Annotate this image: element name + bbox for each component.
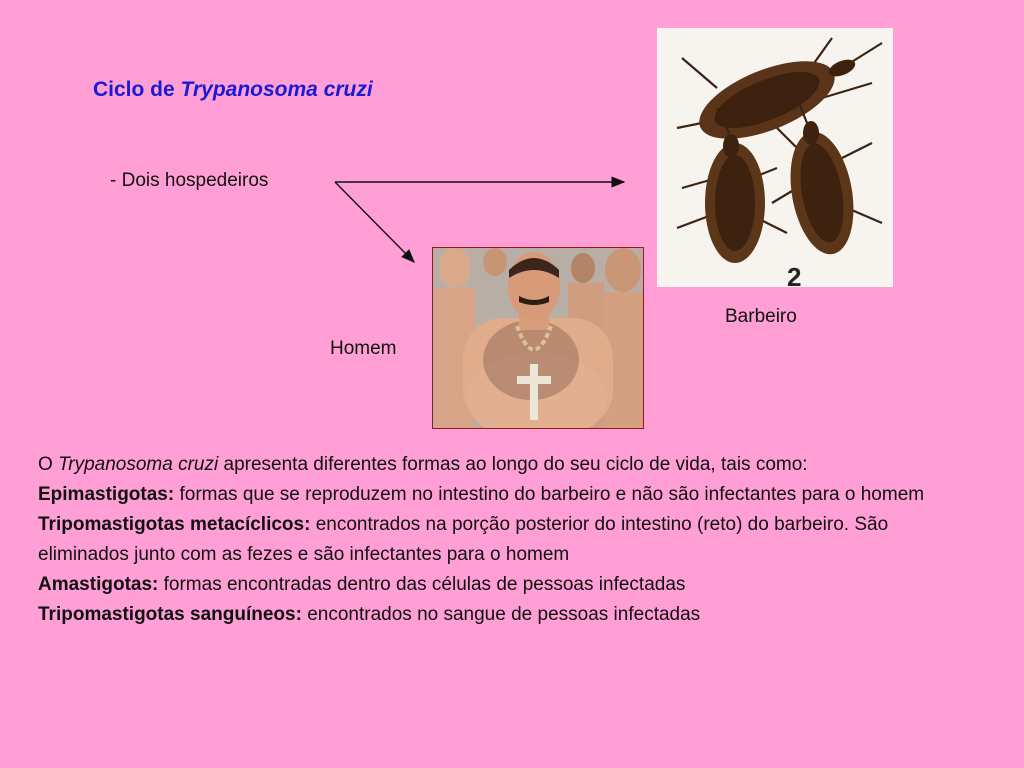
body-text (38, 450, 978, 630)
form-desc: formas que se reproduzem no intestino do barbeiro e não são infectantes para o homem (174, 484, 925, 505)
hosts-label: - Dois hospedeiros (110, 170, 269, 191)
intro-species: Trypanosoma cruzi (58, 454, 219, 475)
man-caption: Homem (330, 338, 397, 359)
form-item (38, 570, 978, 600)
form-item (38, 480, 978, 510)
bug-photo-mark: 2 (787, 262, 802, 287)
intro-suffix: apresenta diferentes formas ao longo do seu ciclo de vida, tais como: (218, 454, 808, 475)
form-desc: encontrados no sangue de pessoas infectadas (301, 604, 701, 625)
intro-paragraph (38, 450, 978, 480)
intro-prefix: O (38, 454, 59, 475)
man-photo (432, 247, 644, 429)
barbeiro-caption: Barbeiro (725, 306, 797, 327)
form-item (38, 600, 978, 630)
form-desc: encontrados na porção posterior do intestino (reto) do barbeiro. São eliminados junto com as fezes e são infectantes para o homem (38, 514, 889, 565)
barbeiro-photo (657, 28, 893, 287)
arrow-to-homem (335, 182, 414, 262)
title-prefix: Ciclo de (93, 78, 181, 101)
form-term: Epimastigotas: (38, 484, 175, 505)
form-term: Amastigotas: (38, 574, 159, 595)
title-species: Trypanosoma cruzi (180, 78, 373, 101)
form-desc: formas encontradas dentro das células de pessoas infectadas (158, 574, 686, 595)
form-term: Tripomastigotas metacíclicos: (38, 514, 311, 535)
form-term: Tripomastigotas sanguíneos: (38, 604, 302, 625)
form-item (38, 510, 978, 570)
